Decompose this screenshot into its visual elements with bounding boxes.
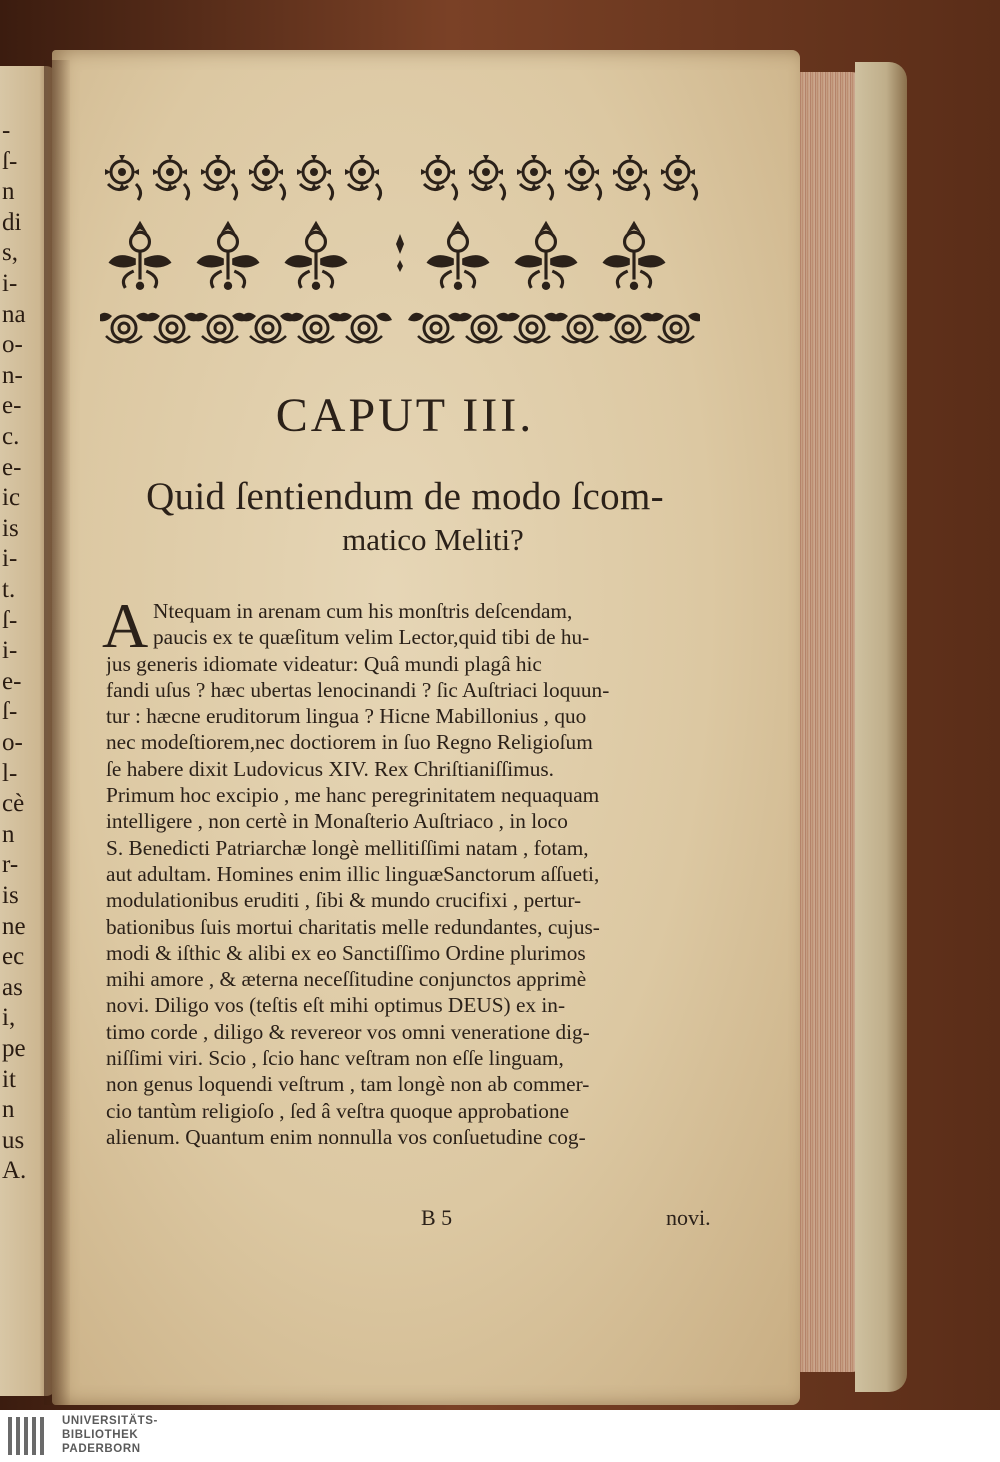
margin-fragment: ſ-	[2, 147, 18, 175]
body-line: paucis ex te quæſitum velim Lector,quid tibi de hu-	[153, 625, 590, 650]
margin-fragment: is	[2, 514, 19, 542]
chapter-title-line-2: matico Meliti?	[342, 522, 524, 557]
margin-fragment: A.	[2, 1157, 27, 1185]
body-line: Ntequam in arenam cum his monſtris deſcendam,	[153, 599, 573, 623]
margin-fragment: e-	[2, 453, 22, 481]
margin-fragment: l-	[2, 759, 18, 787]
body-line: fandi uſus ? hæc ubertas lenocinandi ? ſic Auſtriaci loquun-	[106, 677, 610, 702]
margin-fragment: s,	[2, 239, 18, 267]
body-line: aut adultam. Homines enim illic linguæSanctorum aſſueti,	[106, 861, 600, 886]
margin-fragment: n	[2, 1096, 15, 1124]
margin-fragment: r-	[2, 851, 19, 879]
margin-fragment: pe	[2, 1035, 26, 1062]
book-cover-edge	[855, 62, 907, 1392]
margin-fragment: i-	[2, 270, 18, 297]
margin-fragment: is	[2, 882, 19, 909]
body-line: cio tantùm religioſo , ſed â veſtra quoque approbatione	[106, 1098, 570, 1123]
body-line: S. Benedicti Patriarchæ longè mellitiſſimi natam , fotam,	[106, 835, 589, 860]
footer-bar	[0, 1410, 1000, 1462]
margin-fragment: o-	[2, 331, 23, 359]
margin-fragment: n	[2, 178, 15, 206]
catchword: novi.	[666, 1205, 711, 1230]
margin-fragment: cè	[2, 790, 25, 818]
drop-cap: A	[102, 590, 149, 661]
body-line: jus generis idiomate videatur: Quâ mundi plagâ hic	[106, 651, 542, 676]
body-line: non genus loquendi veſtrum , tam longè non ab commer-	[106, 1072, 590, 1097]
binding-gutter	[44, 60, 70, 1405]
body-line: intelligere , non certè in Monaſterio Auſtriaco , in loco	[106, 809, 568, 834]
body-line: novi. Diligo vos (teſtis eſt mihi optimus DEUS) ex in-	[106, 993, 566, 1018]
margin-fragment: ne	[2, 912, 26, 940]
body-line: timo corde , diligo & revereor vos omni veneratione dig-	[106, 1019, 590, 1044]
body-line: niſſimi viri. Scio , ſcio hanc veſtram non eſſe linguam,	[106, 1046, 564, 1071]
margin-fragment: c.	[2, 423, 20, 450]
margin-fragment: ſ-	[2, 698, 18, 726]
margin-fragment: -	[2, 117, 11, 144]
margin-fragment: n-	[2, 361, 23, 389]
body-line: alienum. Quantum enim nonnulla vos conſuetudine cog-	[106, 1124, 586, 1149]
margin-fragment: ic	[2, 484, 21, 512]
ornament-band	[100, 148, 700, 358]
body-line: modi & iſthic & alibi ex eo Sanctiſſimo Ordine plurimos	[106, 940, 586, 965]
body-line: tur : hæcne eruditorum lingua ? Hicne Mabillonius , quo	[106, 704, 587, 729]
body-line: modulationibus eruditi , ſibi & mundo crucifixi , pertur-	[106, 888, 582, 913]
margin-fragment: di	[2, 208, 22, 236]
body-line: Primum hoc excipio , me hanc peregrinitatem nequaquam	[106, 783, 600, 808]
margin-fragment: n	[2, 820, 15, 848]
body-line: ſe habere dixit Ludovicus XIV. Rex Chriſtianiſſimus.	[106, 756, 554, 781]
chapter-title-line-1: Quid ſentiendum de modo ſcom-	[146, 475, 664, 518]
institution-name-line-3: PADERBORN	[62, 1443, 141, 1455]
body-line: mihi amore , & æterna neceſſitudine conjunctos apprimè	[106, 967, 587, 992]
margin-fragment: ſ-	[2, 606, 18, 634]
margin-fragment: it	[2, 1065, 16, 1093]
margin-fragment: o-	[2, 729, 23, 756]
margin-fragment: i-	[2, 545, 18, 573]
institution-name-line-2: BIBLIOTHEK	[62, 1429, 139, 1441]
margin-fragment: ec	[2, 943, 25, 971]
body-text	[102, 590, 718, 1150]
chapter-heading: CAPUT III.	[275, 389, 535, 442]
margin-fragment: na	[2, 300, 26, 328]
margin-fragment: i-	[2, 637, 18, 665]
margin-fragment: as	[2, 973, 23, 1001]
library-logo-icon	[6, 1415, 52, 1457]
body-line: bationibus ſuis mortui charitatis melle redundantes, cujus-	[106, 914, 600, 939]
page-block-edges	[796, 72, 862, 1372]
body-line: nec modeſtiorem,nec doctiorem in ſuo Regno Religioſum	[106, 730, 593, 755]
margin-fragment: i,	[2, 1004, 16, 1032]
margin-fragment: t.	[2, 576, 16, 603]
institution-name-line-1: UNIVERSITÄTS-	[62, 1415, 158, 1427]
signature-mark: B 5	[421, 1205, 453, 1230]
margin-fragment: us	[2, 1126, 25, 1154]
margin-fragment: e-	[2, 392, 22, 420]
margin-fragment: e-	[2, 667, 22, 695]
